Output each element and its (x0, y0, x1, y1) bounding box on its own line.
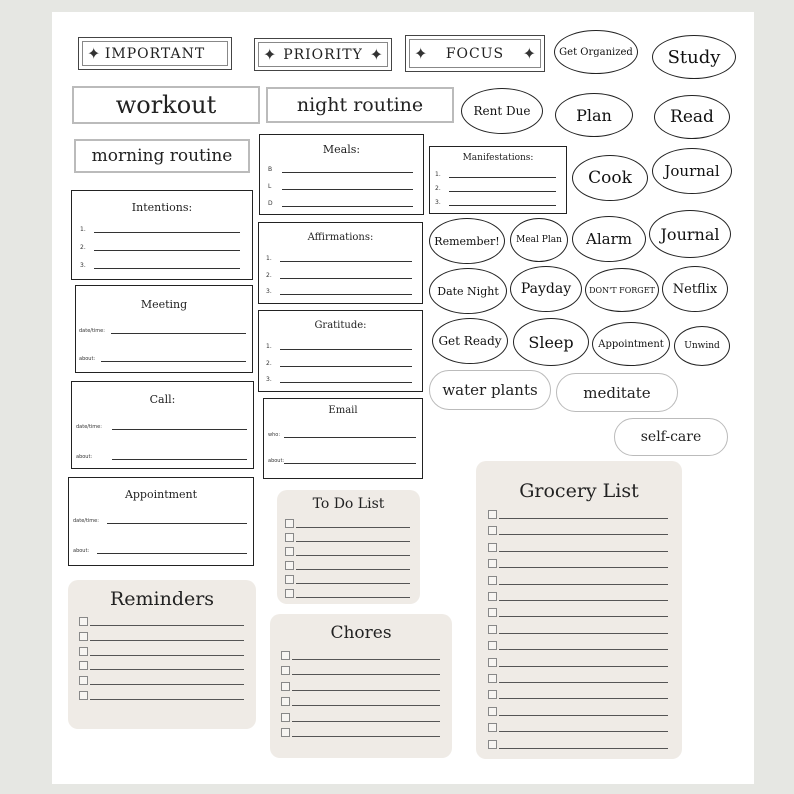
focus-banner (405, 35, 545, 72)
checklist-row (488, 706, 668, 716)
focus-label: FOCUS (445, 45, 505, 62)
email-card: Email who: about: (263, 398, 423, 479)
get-ready-sticker: Get Ready (432, 318, 508, 364)
write-line (296, 569, 410, 570)
sleep-sticker: Sleep (513, 318, 589, 366)
checklist-row (488, 640, 668, 650)
appointment-sticker: Appointment (592, 322, 670, 366)
write-line (292, 674, 440, 675)
checkbox[interactable] (285, 575, 294, 584)
checklist-row (488, 657, 668, 667)
write-line (90, 699, 244, 700)
checkbox[interactable] (79, 632, 88, 641)
write-line (90, 625, 244, 626)
checklist-row (281, 665, 440, 675)
write-line (296, 555, 410, 556)
checklist-row (79, 675, 244, 685)
star-icon: ✦ (263, 44, 277, 64)
checklist-row (488, 607, 668, 617)
checkbox[interactable] (285, 519, 294, 528)
checkbox[interactable] (285, 561, 294, 570)
write-line (499, 748, 668, 749)
checkbox[interactable] (281, 728, 290, 737)
write-line (499, 600, 668, 601)
checkbox[interactable] (285, 533, 294, 542)
affirmations-title: Affirmations: (307, 232, 374, 243)
write-line (499, 715, 668, 716)
write-line (292, 721, 440, 722)
checkbox[interactable] (488, 690, 497, 699)
checklist-row (285, 574, 410, 584)
gratitude-title: Gratitude: (314, 320, 367, 331)
checklist-row (281, 681, 440, 691)
checkbox[interactable] (281, 682, 290, 691)
write-line (292, 659, 440, 660)
meal-plan-sticker: Meal Plan (510, 218, 568, 262)
write-line (292, 736, 440, 737)
night-routine-label: night routine (266, 87, 454, 123)
call-title: Call: (149, 393, 176, 406)
checkbox[interactable] (79, 661, 88, 670)
checkbox[interactable] (488, 707, 497, 716)
checklist-row (488, 722, 668, 732)
write-line (499, 567, 668, 568)
water-plants-label: water plants (429, 370, 551, 410)
todo-list-title: To Do List (312, 496, 385, 512)
meeting-title: Meeting (140, 298, 188, 311)
write-line (499, 551, 668, 552)
checkbox[interactable] (488, 740, 497, 749)
checkbox[interactable] (488, 674, 497, 683)
intentions-card: Intentions: 1. 2. 3. (71, 190, 253, 280)
journal-sticker: Journal (649, 210, 731, 258)
checklist-row (79, 631, 244, 641)
checkbox[interactable] (488, 592, 497, 601)
checklist-row (488, 509, 668, 519)
checkbox[interactable] (488, 608, 497, 617)
checkbox[interactable] (281, 713, 290, 722)
checkbox[interactable] (488, 723, 497, 732)
chores-card (270, 614, 452, 758)
checklist-row (488, 575, 668, 585)
write-line (499, 616, 668, 617)
checklist-row (488, 591, 668, 601)
checkbox[interactable] (488, 576, 497, 585)
reminders-title: Reminders (109, 588, 215, 610)
write-line (499, 649, 668, 650)
write-line (296, 527, 410, 528)
get-organized-sticker: Get Organized (554, 30, 638, 74)
write-line (292, 705, 440, 706)
priority-label: PRIORITY (283, 46, 363, 63)
checklist-row (281, 696, 440, 706)
star-icon: ✦ (87, 43, 101, 63)
write-line (292, 690, 440, 691)
checkbox[interactable] (79, 617, 88, 626)
appointment-title: Appointment (124, 488, 198, 501)
write-line (499, 682, 668, 683)
reminders-card (68, 580, 256, 729)
meeting-card: Meeting date/time: about: (75, 285, 253, 373)
rent-due-sticker: Rent Due (461, 88, 543, 134)
meals-title: Meals: (322, 143, 361, 156)
journal-sticker: Journal (652, 148, 732, 194)
write-line (90, 669, 244, 670)
important-banner (78, 37, 232, 70)
write-line (499, 731, 668, 732)
call-card: Call: date/time: about: (71, 381, 254, 469)
write-line (90, 684, 244, 685)
dont-forget-sticker: DON'T FORGET (585, 268, 659, 312)
grocery-list-title: Grocery List (519, 480, 639, 502)
checkbox[interactable] (285, 547, 294, 556)
self-care-label: self-care (614, 418, 728, 456)
checkbox[interactable] (285, 589, 294, 598)
write-line (296, 583, 410, 584)
checkbox[interactable] (488, 625, 497, 634)
manifestations-title: Manifestations: (462, 153, 534, 163)
cook-sticker: Cook (572, 155, 648, 201)
write-line (499, 666, 668, 667)
checklist-row (79, 646, 244, 656)
checklist-row (488, 689, 668, 699)
checkbox[interactable] (488, 510, 497, 519)
checklist-row (285, 532, 410, 542)
write-line (499, 633, 668, 634)
checklist-row (488, 739, 668, 749)
unwind-sticker: Unwind (674, 326, 730, 366)
checkbox[interactable] (79, 647, 88, 656)
checkbox[interactable] (488, 658, 497, 667)
checkbox[interactable] (488, 543, 497, 552)
checkbox[interactable] (488, 559, 497, 568)
checkbox[interactable] (79, 691, 88, 700)
payday-sticker: Payday (510, 266, 582, 312)
checklist-row (281, 712, 440, 722)
write-line (499, 534, 668, 535)
priority-banner (254, 38, 392, 71)
star-icon: ✦ (414, 43, 428, 63)
checklist-row (285, 560, 410, 570)
morning-routine-label: morning routine (74, 139, 250, 173)
write-line (296, 541, 410, 542)
meals-card: Meals: B L D (259, 134, 424, 215)
checkbox[interactable] (281, 651, 290, 660)
manifestations-card: Manifestations: 1. 2. 3. (429, 146, 567, 214)
intentions-title: Intentions: (131, 201, 193, 214)
checklist-row (488, 542, 668, 552)
plan-sticker: Plan (555, 93, 633, 137)
checklist-row (488, 558, 668, 568)
affirmations-card: Affirmations: 1. 2. 3. (258, 222, 423, 304)
write-line (499, 518, 668, 519)
checklist-row (281, 727, 440, 737)
checklist-row (79, 660, 244, 670)
checklist-row (79, 616, 244, 626)
write-line (296, 597, 410, 598)
checkbox[interactable] (488, 641, 497, 650)
checklist-row (488, 624, 668, 634)
alarm-sticker: Alarm (572, 216, 646, 262)
gratitude-card: Gratitude: 1. 2. 3. (258, 310, 423, 392)
important-label: IMPORTANT (104, 45, 206, 62)
appointment-card: Appointment date/time: about: (68, 477, 254, 566)
checklist-row (488, 673, 668, 683)
checklist-row (488, 525, 668, 535)
read-sticker: Read (654, 95, 730, 139)
checklist-row (285, 546, 410, 556)
write-line (90, 655, 244, 656)
star-icon: ✦ (369, 44, 383, 64)
email-title: Email (328, 405, 358, 416)
meditate-label: meditate (556, 373, 678, 412)
chores-title: Chores (330, 623, 392, 643)
checklist-row (285, 588, 410, 598)
star-icon: ✦ (522, 43, 536, 63)
checklist-row (281, 650, 440, 660)
write-line (90, 640, 244, 641)
write-line (499, 698, 668, 699)
write-line (499, 584, 668, 585)
grocery-list-card (476, 461, 682, 759)
checkbox[interactable] (488, 526, 497, 535)
study-sticker: Study (652, 35, 736, 79)
todo-list-card (277, 490, 420, 604)
netflix-sticker: Netflix (662, 266, 728, 312)
checklist-row (79, 690, 244, 700)
checklist-row (285, 518, 410, 528)
checkbox[interactable] (281, 666, 290, 675)
checkbox[interactable] (281, 697, 290, 706)
remember-sticker: Remember! (429, 218, 505, 264)
checkbox[interactable] (79, 676, 88, 685)
date-night-sticker: Date Night (429, 268, 507, 314)
workout-label: workout (72, 86, 260, 124)
